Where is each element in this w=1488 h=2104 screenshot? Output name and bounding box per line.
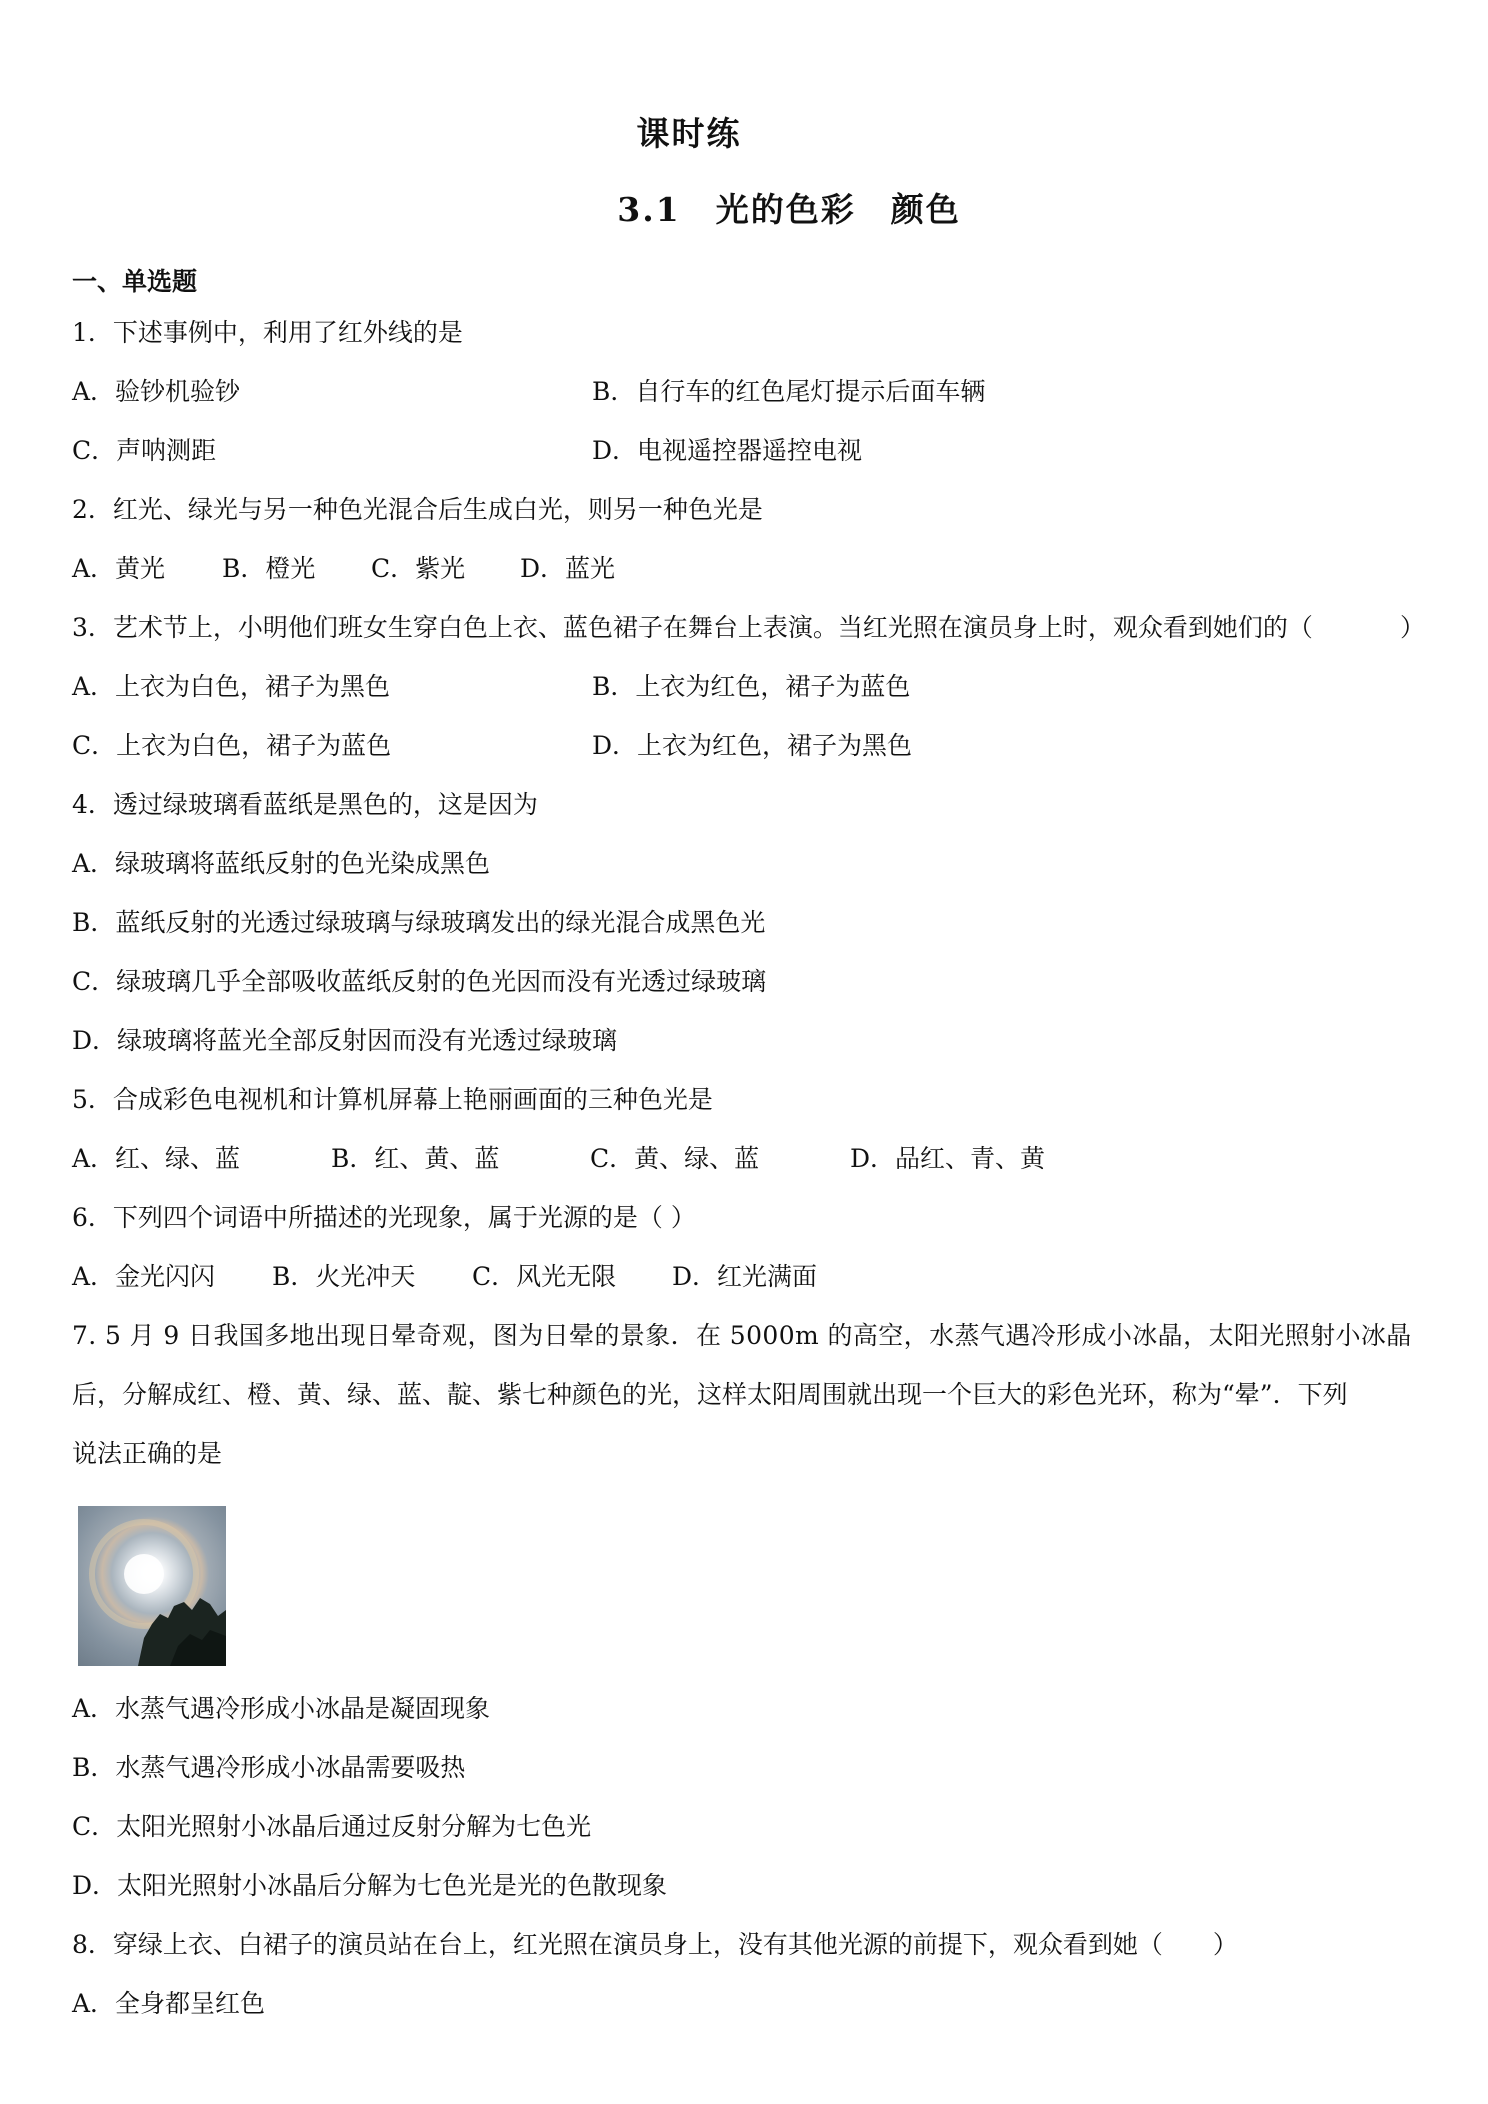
question-4-option-b: B．蓝纸反射的光透过绿玻璃与绿玻璃发出的绿光混合成黑色光: [72, 908, 766, 937]
question-4-stem: 4．透过绿玻璃看蓝纸是黑色的，这是因为: [72, 790, 538, 819]
sun-halo-graphic: [78, 1506, 226, 1666]
question-5-stem: 5．合成彩色电视机和计算机屏幕上艳丽画面的三种色光是: [72, 1085, 713, 1114]
question-3-option-b: B．上衣为红色，裙子为蓝色: [592, 672, 911, 701]
question-7-option-d: D．太阳光照射小冰晶后分解为七色光是光的色散现象: [72, 1871, 668, 1900]
question-1-option-b: B．自行车的红色尾灯提示后面车辆: [592, 377, 986, 406]
page-subtitle: 3.1 光的色彩 颜色: [617, 190, 961, 229]
question-7-option-a: A．水蒸气遇冷形成小冰晶是凝固现象: [72, 1694, 491, 1723]
question-5-option-c: C．黄、绿、蓝: [590, 1144, 760, 1173]
question-2-stem: 2．红光、绿光与另一种色光混合后生成白光，则另一种色光是: [72, 495, 763, 524]
question-4-option-c: C．绿玻璃几乎全部吸收蓝纸反射的色光因而没有光透过绿玻璃: [72, 967, 767, 996]
question-7-stem-line-3: 说法正确的是: [72, 1439, 223, 1468]
question-3-option-d: D．上衣为红色，裙子为黑色: [592, 731, 913, 760]
question-6-option-c: C．风光无限: [472, 1262, 617, 1291]
question-3-option-a: A．上衣为白色，裙子为黑色: [72, 672, 391, 701]
question-6-stem: 6．下列四个词语中所描述的光现象，属于光源的是（ ）: [72, 1203, 696, 1232]
question-6-option-b: B．火光冲天: [272, 1262, 416, 1291]
question-1-stem: 1．下述事例中，利用了红外线的是: [72, 318, 463, 347]
sun-halo-image: [78, 1506, 226, 1666]
question-5-option-d: D．品红、青、黄: [850, 1144, 1046, 1173]
question-2-option-b: B．橙光: [222, 554, 316, 583]
question-7-option-b: B．水蒸气遇冷形成小冰晶需要吸热: [72, 1753, 466, 1782]
question-3-stem: 3．艺术节上，小明他们班女生穿白色上衣、蓝色裙子在舞台上表演。当红光照在演员身上时，观众看到她们的（: [72, 613, 1313, 642]
question-1-option-c: C．声呐测距: [72, 436, 217, 465]
question-7-stem-line-1: 7. 5 月 9 日我国多地出现日晕奇观，图为日晕的景象．在 5000m 的高空，水蒸气遇冷形成小冰晶，太阳光照射小冰晶: [72, 1321, 1412, 1350]
question-2-option-d: D．蓝光: [520, 554, 616, 583]
question-4-option-d: D．绿玻璃将蓝光全部反射因而没有光透过绿玻璃: [72, 1026, 618, 1055]
question-2-option-a: A．黄光: [72, 554, 166, 583]
question-6-option-d: D．红光满面: [672, 1262, 818, 1291]
page-title: 课时练: [636, 114, 742, 153]
question-7-option-c: C．太阳光照射小冰晶后通过反射分解为七色光: [72, 1812, 592, 1841]
question-3-option-c: C．上衣为白色，裙子为蓝色: [72, 731, 392, 760]
question-3-stem-end: ）: [1400, 613, 1426, 642]
question-2-option-c: C．紫光: [371, 554, 466, 583]
question-7-stem-line-2: 后，分解成红、橙、黄、绿、蓝、靛、紫七种颜色的光，这样太阳周围就出现一个巨大的彩色光环，称为“晕”．下列: [72, 1380, 1348, 1409]
question-6-option-a: A．金光闪闪: [72, 1262, 216, 1291]
question-8-option-a: A．全身都呈红色: [72, 1989, 266, 2018]
question-1-option-a: A．验钞机验钞: [72, 377, 241, 406]
question-5-option-b: B．红、黄、蓝: [331, 1144, 500, 1173]
question-4-option-a: A．绿玻璃将蓝纸反射的色光染成黑色: [72, 849, 491, 878]
question-5-option-a: A．红、绿、蓝: [72, 1144, 241, 1173]
question-1-option-d: D．电视遥控器遥控电视: [592, 436, 863, 465]
question-8-stem: 8．穿绿上衣、白裙子的演员站在台上，红光照在演员身上，没有其他光源的前提下，观众看到她（ ）: [72, 1930, 1238, 1959]
section-heading: 一、单选题: [72, 267, 198, 296]
